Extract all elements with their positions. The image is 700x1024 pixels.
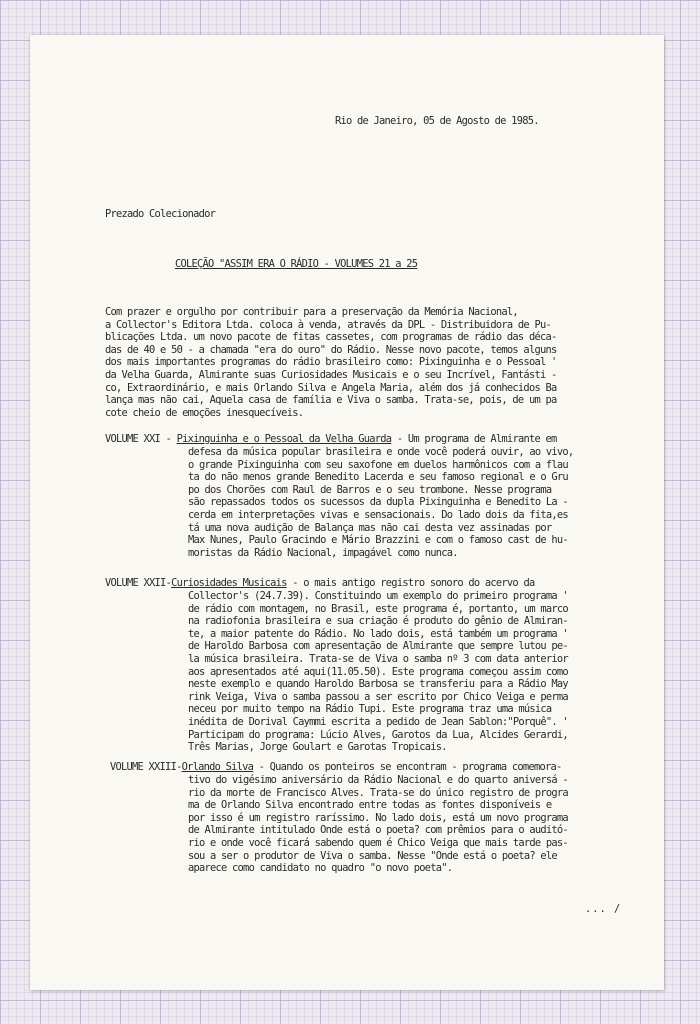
volume-line: Collector's (24.7.39). Constituindo um exemplo do primeiro programa ' [188, 590, 568, 602]
volume-title: Curiosidades Musicais [171, 577, 287, 589]
volume-line: cerda em interpretações vivas e sensacionais. Do lado dois da fita,es [188, 508, 568, 521]
volume-label: VOLUME XXII- [105, 577, 172, 589]
volume-line: Três Marias, Jorge Goulart e Garotas Tropicais. [188, 741, 447, 754]
volume-line: por isso é um registro raríssimo. No lado dois, está um novo programa [188, 811, 568, 824]
volume-title: Orlando Silva [181, 761, 254, 773]
volume-title-continuation: - Um programa de Almirante em [391, 433, 557, 445]
volume-22-header [105, 577, 534, 589]
volume-line: aos apresentados até aqui(11.05.50). Este programa começou assim como [188, 665, 568, 678]
volume-line: de Haroldo Barbosa com apresentação de Almirante que sempre lutou pe- [188, 640, 568, 653]
salutation: Prezado Colecionador [105, 208, 216, 220]
volume-line: ta do não menos grande Benedito Lacerda e seu famoso regional e o Gru [188, 471, 568, 484]
volume-line: po dos Chorões com Raul de Barros e o seu trombone. Nesse programa [188, 483, 552, 496]
volume-21-header [105, 433, 556, 445]
volume-line: o grande Pixinguinha com seu saxofone em duelos harmônicos com a flau [188, 458, 568, 471]
intro-line: a Collector's Editora Ltda. coloca à venda, através da DPL - Distribuidora de Pu- [105, 318, 551, 331]
intro-line: da Velha Guarda, Almirante suas Curiosidades Musicais e o seu Incrível, Fantásti - [105, 368, 557, 381]
volume-line: tivo do vigésimo aniversário da Rádio Nacional e do quarto aniversá - [188, 774, 568, 786]
letter-page [30, 35, 664, 990]
volume-line: sou a ser o produtor de Viva o samba. Nesse "Onde está o poeta? ele [188, 849, 557, 862]
volume-line: de Almirante intitulado Onde está o poeta? com prêmios para o auditó- [188, 824, 568, 837]
volume-line: defesa da música popular brasileira e onde você poderá ouvir, ao vivo, [188, 446, 574, 458]
volume-line: de rádio com montagem, no Brasil, este programa é, portanto, um marco [188, 602, 568, 615]
volume-line: rink Veiga, Viva o samba passou a ser escrito por Chico Veiga e perma [188, 690, 568, 703]
volume-line: la música brasileira. Trata-se de Viva o samba nº 3 com data anterior [188, 652, 568, 665]
volume-line: aparece como candidato no quadro "o novo poeta". [188, 862, 453, 875]
intro-line: co, Extraordinário, e mais Orlando Silva e Angela Maria, além dos já conhecidos Ba [105, 381, 557, 394]
volume-line: são repassados todos os sucessos da dupla Pixinguinha e Benedito La - [188, 496, 568, 509]
intro-line: Com prazer e orgulho por contribuir para a preservação da Memória Nacional, [105, 306, 518, 318]
volume-title: Pixinguinha e o Pessoal da Velha Guarda [176, 433, 392, 445]
volume-line: rio da morte de Francisco Alves. Trata-se do único registro de progra [188, 786, 568, 799]
volume-line: na radiofonia brasileira e sua criação é produto do gênio de Almiran- [188, 615, 568, 628]
intro-line: cote cheio de emoções inesquecíveis. [105, 406, 304, 419]
volume-line: moristas da Rádio Nacional, impagável como nunca. [188, 546, 458, 559]
volume-line: neceu por muito tempo na Rádio Tupi. Este programa traz uma música [188, 703, 552, 716]
volume-line: tá uma nova audição de Balança mas não cai desta vez assinadas por [188, 521, 552, 534]
continued-page-mark: ... / [585, 903, 622, 915]
volume-line: Participam do programa: Lúcio Alves, Garotos da Lua, Alcides Gerardi, [188, 728, 568, 741]
volume-line: te, a maior patente do Rádio. No lado dois, está também um programa ' [188, 627, 568, 640]
volume-line: neste exemplo e quando Haroldo Barbosa se transferiu para a Rádio May [188, 678, 568, 691]
intro-paragraph [105, 306, 556, 419]
volume-line: rio e onde você ficará sabendo quem é Chico Veiga que mais tarde pas- [188, 836, 568, 849]
volume-line: ma de Orlando Silva encontrado entre todas as fontes disponíveis e [188, 799, 552, 812]
volume-22-description [188, 590, 568, 754]
volume-23-header [110, 761, 561, 773]
intro-line: blicações Ltda. um novo pacote de fitas cassetes, com programas de rádio das déca- [105, 331, 557, 344]
volume-line: inédita de Dorival Caymmi escrita a pedido de Jean Sablon:"Porquê". ' [188, 715, 568, 728]
intro-line: das de 40 e 50 - a chamada "era do ouro" do Rádio. Nesse novo pacote, temos alguns [105, 343, 557, 356]
date-line: Rio de Janeiro, 05 de Agosto de 1985. [335, 115, 539, 127]
volume-label: VOLUME XXIII- [110, 761, 182, 773]
intro-line: lança mas não cai, Aquela casa de família e Viva o samba. Trata-se, pois, de um pa [105, 394, 557, 407]
volume-title-continuation: - Quando os ponteiros se encontram - programa comemora- [253, 761, 562, 773]
volume-21-description [188, 446, 573, 559]
intro-line: dos mais importantes programas do rádio brasileiro como: Pixinguinha e o Pessoal ' [105, 356, 557, 369]
collection-heading: COLEÇÃO "ASSIM ERA O RÁDIO - VOLUMES 21 a 25 [175, 258, 418, 270]
volume-23-description [188, 774, 568, 875]
volume-title-continuation: - o mais antigo registro sonoro do acervo da [286, 577, 535, 589]
volume-line: Max Nunes, Paulo Gracindo e Mário Brazzini e com o famoso cast de hu- [188, 534, 568, 547]
volume-label: VOLUME XXI - [105, 433, 177, 445]
